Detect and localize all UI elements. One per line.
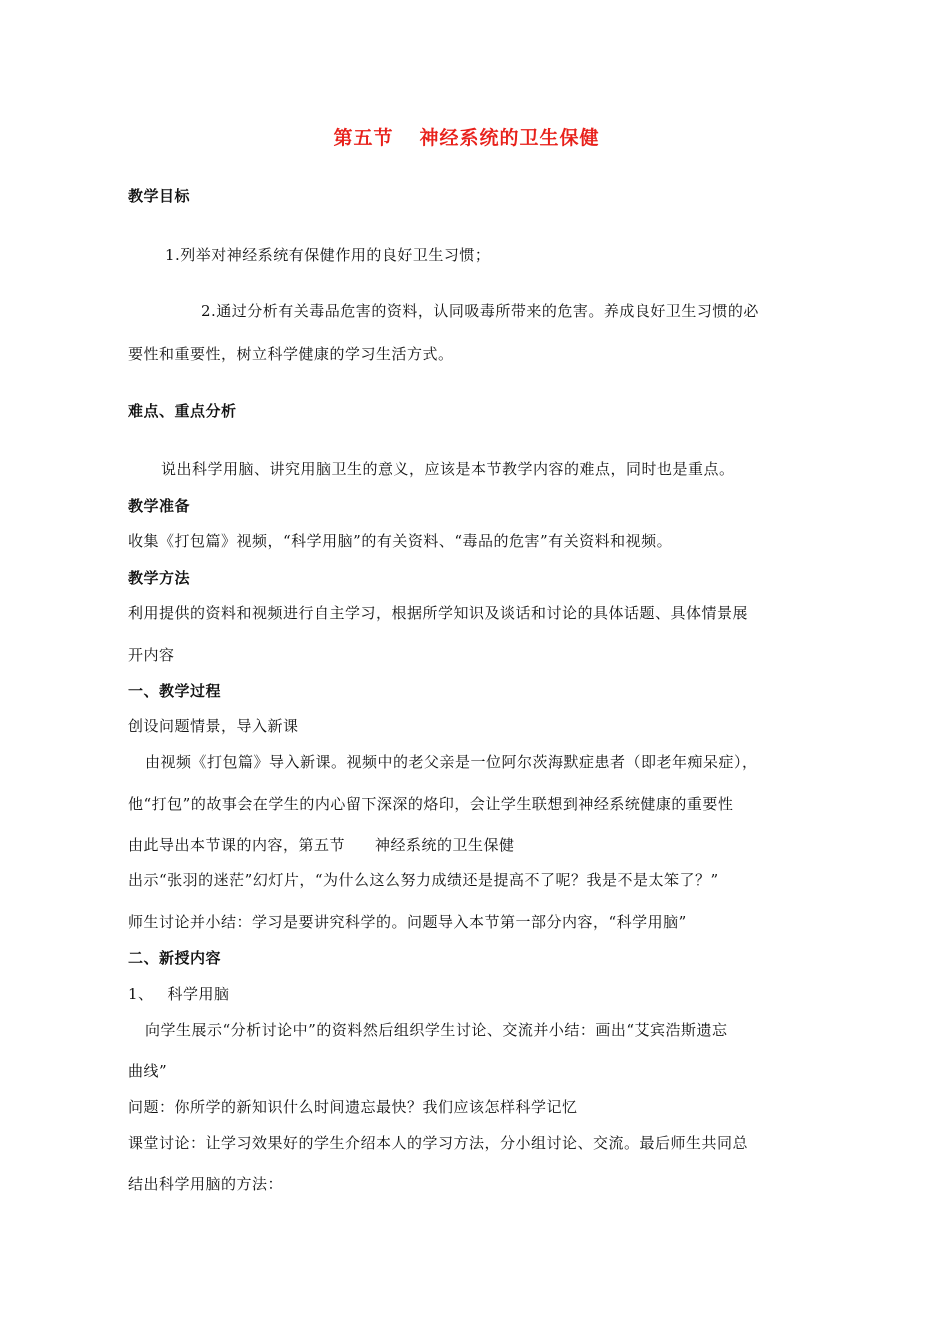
process-p1-line2: 他“打包”的故事会在学生的内心留下深深的烙印，会让学生联想到神经系统健康的重要性 xyxy=(128,795,734,813)
item1-heading xyxy=(128,984,230,1004)
item1-label: 科学用脑 xyxy=(167,985,230,1003)
process-heading: 一、教学过程 xyxy=(128,682,222,700)
title-topic: 神经系统的卫生保健 xyxy=(419,127,600,149)
new-content-heading: 二、新授内容 xyxy=(128,949,222,967)
process-p1-line3-topic: 神经系统的卫生保健 xyxy=(375,836,515,854)
objective-2-line1: 2.通过分析有关毒品危害的资料，认同吸毒所带来的危害。养成良好卫生习惯的必 xyxy=(201,302,759,320)
preparation-text: 收集《打包篇》视频，“科学用脑”的有关资料、“毒品的危害”有关资料和视频。 xyxy=(128,532,673,550)
title-section-number: 第五节 xyxy=(333,127,394,149)
item1-number: 1、 xyxy=(128,985,154,1003)
method-heading: 教学方法 xyxy=(128,569,191,587)
discussion-line1: 课堂讨论：让学习效果好的学生介绍本人的学习方法，分小组讨论、交流。最后师生共同总 xyxy=(128,1134,749,1152)
preparation-heading: 教学准备 xyxy=(128,497,191,515)
method-line1: 利用提供的资料和视频进行自主学习，根据所学知识及谈话和讨论的具体话题、具体情景展 xyxy=(128,604,749,622)
item1-p1-line2: 曲线” xyxy=(128,1062,168,1080)
objective-2-line2: 要性和重要性，树立科学健康的学习生活方式。 xyxy=(128,345,454,363)
process-p3: 师生讨论并小结：学习是要讲究科学的。问题导入本节第一部分内容，“科学用脑” xyxy=(128,913,687,931)
difficulty-heading: 难点、重点分析 xyxy=(128,402,237,420)
page-title xyxy=(0,126,933,150)
question-text: 问题：你所学的新知识什么时间遗忘最快？我们应该怎样科学记忆 xyxy=(128,1098,578,1116)
method-line2: 开内容 xyxy=(128,646,175,664)
discussion-line2: 结出科学用脑的方法： xyxy=(128,1175,284,1193)
process-p2: 出示“张羽的迷茫”幻灯片，“为什么这么努力成绩还是提高不了呢？我是不是太笨了？” xyxy=(128,871,719,889)
process-p1-line3 xyxy=(128,835,515,855)
process-p1-line1: 由视频《打包篇》导入新课。视频中的老父亲是一位阿尔茨海默症患者（即老年痴呆症）， xyxy=(145,753,758,771)
process-p1-line3-lead: 由此导出本节课的内容，第五节 xyxy=(128,836,346,854)
item1-p1-line1: 向学生展示“分析讨论中”的资料然后组织学生讨论、交流并小结：画出“艾宾浩斯遗忘 xyxy=(145,1021,728,1039)
difficulty-text: 说出科学用脑、讲究用脑卫生的意义，应该是本节教学内容的难点，同时也是重点。 xyxy=(161,460,735,478)
objectives-heading: 教学目标 xyxy=(128,187,191,205)
process-intro: 创设问题情景，导入新课 xyxy=(128,717,299,735)
objective-1: 1.列举对神经系统有保健作用的良好卫生习惯； xyxy=(165,246,491,264)
